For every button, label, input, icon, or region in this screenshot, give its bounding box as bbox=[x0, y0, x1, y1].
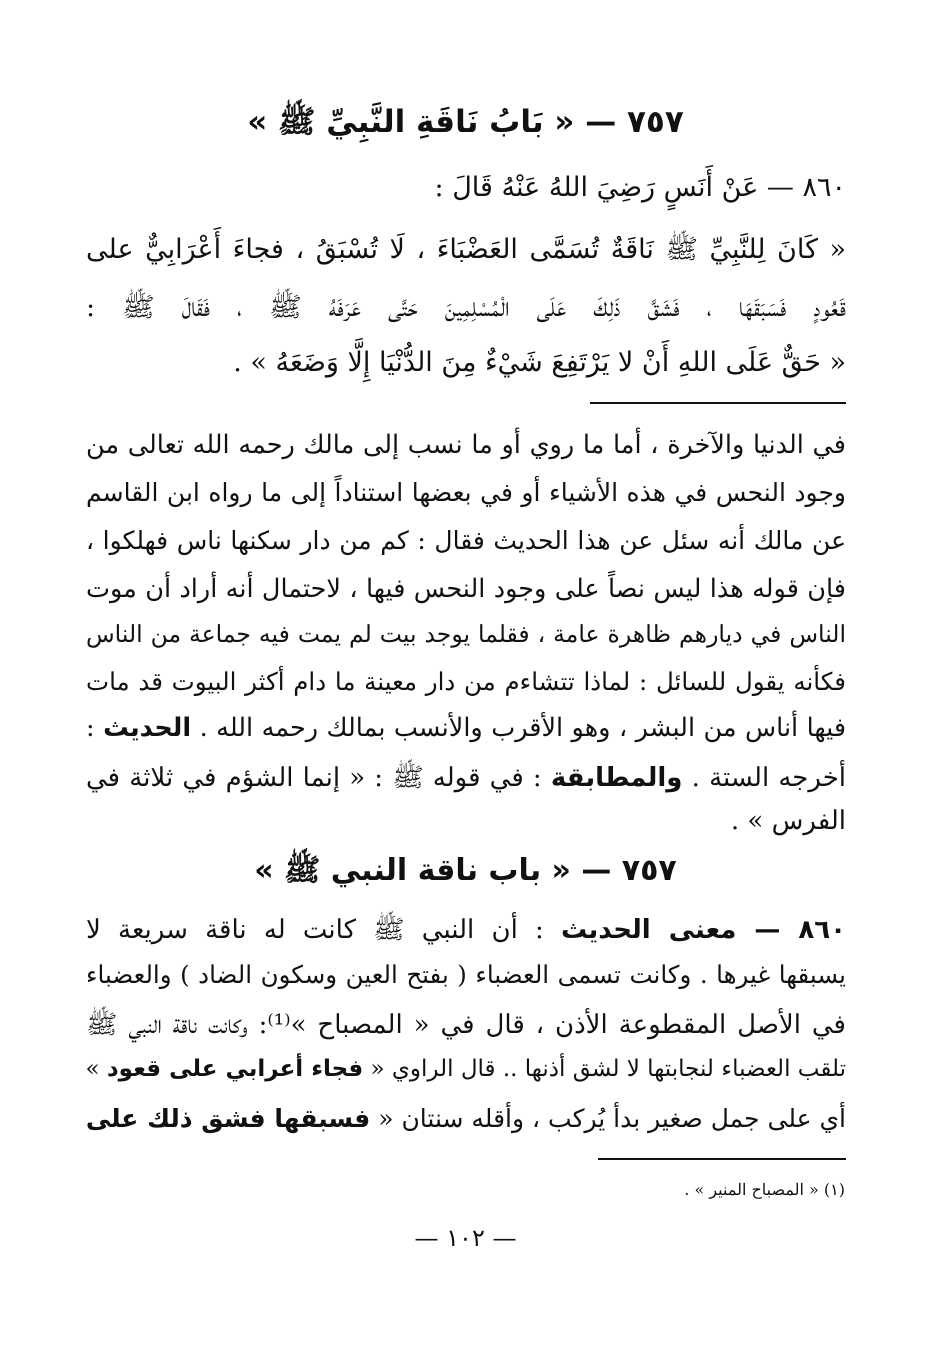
label-hadith: الحديث bbox=[103, 713, 192, 743]
meaning-line-4: تلقب العضباء لنجابتها لا لشق أذنها .. قال الراوي « فجاء أعرابي على قعود » bbox=[85, 1056, 846, 1082]
hadith-line-2: قَعُودٍ فَسَبَقَهَا ، فَشَقَّ ذَلِكَ عَلَى الْمُسْلِمِينَ حَتَّى عَرَفَهُ ﷺ ، فَقَالَ ﷺ : bbox=[86, 292, 846, 323]
commentary-line-3: عن مالك أنه سئل عن هذا الحديث فقال : كم من دار سكنها ناس فهلكوا ، bbox=[86, 526, 846, 555]
page-number: — ١٠٢ — bbox=[414, 1224, 517, 1252]
footnote: (١) « المصباح المنير » . bbox=[684, 1180, 845, 1199]
meaning-line-1: ٨٦٠ — معنى الحديث : أن النبي ﷺ كانت له ناقة سريعة لا bbox=[86, 915, 846, 945]
meaning-line-5: أي على جمل صغير بدأ يُركب ، وأقله سنتان « فسبقها فشق ذلك على bbox=[85, 1104, 846, 1133]
label-mutabaqa: والمطابقة bbox=[550, 763, 683, 793]
hadith-intro: ٨٦٠ — عَنْ أَنَسٍ رَضِيَ اللهُ عَنْهُ قَالَ : bbox=[434, 172, 846, 203]
section-heading: ٧٥٧ — « باب ناقة النبي ﷺ » bbox=[254, 853, 677, 888]
hadith-line-3: « حَقٌّ عَلَى اللهِ أَنْ لا يَرْتَفِعَ شَيْءٌ مِنَ الدُّنْيَا إِلَّا وَضَعَهُ » . bbox=[233, 347, 846, 378]
commentary-line-1: في الدنيا والآخرة ، أما ما روي أو ما نسب إلى مالك رحمه الله تعالى من bbox=[86, 430, 846, 460]
chapter-heading: ٧٥٧ — « بَابُ نَاقَةِ النَّبِيِّ ﷺ » bbox=[247, 104, 684, 140]
text-separator bbox=[590, 402, 846, 404]
commentary-line-2: وجود النحس في هذه الأشياء أو في بعضها استناداً إلى ما رواه ابن القاسم bbox=[86, 478, 846, 507]
quote-bold-2: فسبقها فشق ذلك على bbox=[85, 1104, 371, 1133]
footnote-separator bbox=[598, 1158, 846, 1160]
quote-bold-1: فجاء أعرابي على قعود bbox=[106, 1056, 364, 1082]
commentary-line-7: فيها أناس من البشر ، وهو الأقرب والأنسب بمالك رحمه الله . الحديث : bbox=[86, 713, 847, 743]
label-meaning: ٨٦٠ — معنى الحديث bbox=[561, 915, 846, 945]
commentary-line-9: الفرس » . bbox=[730, 806, 846, 836]
commentary-line-8: أخرجه الستة . والمطابقة : في قوله ﷺ : « إنما الشؤم في ثلاثة في bbox=[86, 763, 847, 793]
commentary-line-5: الناس في ديارهم ظاهرة عامة ، فقلما يوجد بيت لم يمت فيه جماعة من الناس bbox=[86, 620, 846, 648]
meaning-line-3: في الأصل المقطوعة الأذن ، قال في « المصباح »⁽¹⁾: وكانت ناقة النبي ﷺ bbox=[86, 1010, 846, 1040]
commentary-line-6: فكأنه يقول للسائل : لماذا تتشاءم من دار معينة ما دام أكثر البيوت قد مات bbox=[86, 667, 846, 696]
hadith-line-1: « كَانَ لِلنَّبِيِّ ﷺ نَاقَةٌ تُسَمَّى العَضْبَاءَ ، لَا تُسْبَقُ ، فجاءَ أَعْرَابِيٌّ على bbox=[86, 234, 846, 265]
commentary-line-4: فإن قوله هذا ليس نصاً على وجود النحس فيها ، لاحتمال أنه أراد أن موت bbox=[86, 574, 846, 604]
meaning-line-2: يسبقها غيرها . وكانت تسمى العضباء ( بفتح العين وسكون الضاد ) والعضباء bbox=[86, 960, 846, 989]
